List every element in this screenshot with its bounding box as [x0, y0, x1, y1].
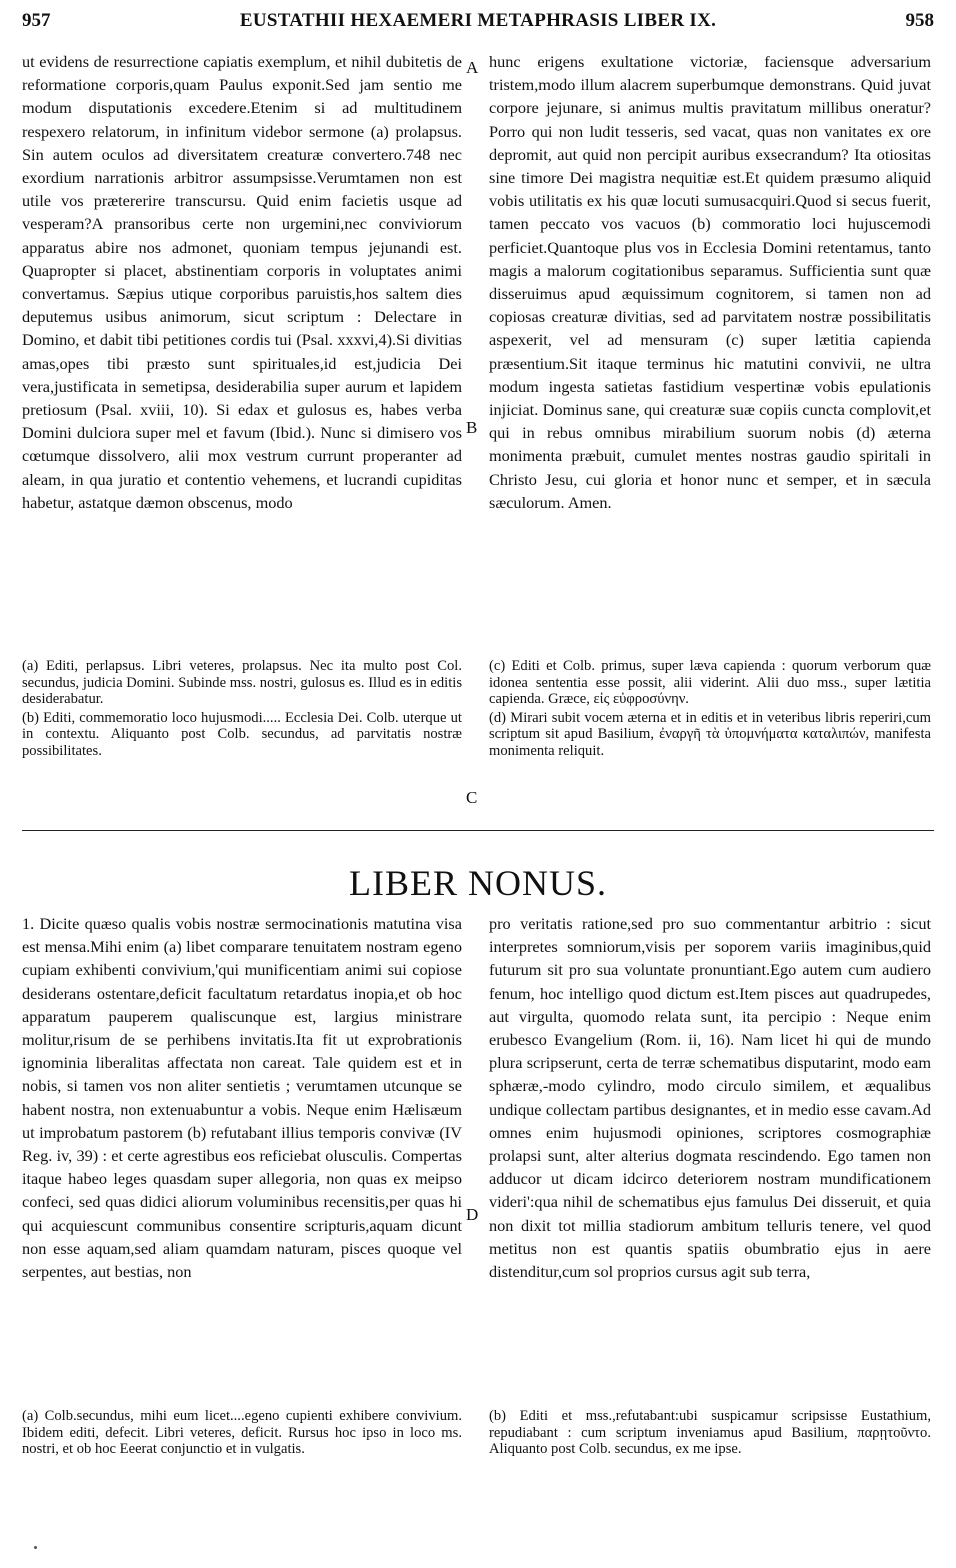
scan-speck — [34, 1546, 37, 1549]
margin-letter-b: B — [466, 418, 478, 437]
footnote: (a) Editi, perlapsus. Libri veteres, prolapsus. Nec ita multo post Col. secundus, judicia Domini. Subinde mss. nostri, gulosus es. Illud es in editis desiderabatur. — [22, 658, 462, 708]
top-right-column — [489, 50, 931, 514]
running-title: EUSTATHII HEXAEMERI METAPHRASIS LIBER IX. — [239, 10, 717, 31]
footnote: (a) Colb.secundus, mihi eum licet....egeno cupienti exhibere convivium. Ibidem editi, defecit. Libri veteres, deficit. Rursus hoc ipso in loco ms. nostri, et ob hoc Eeerat conjunctio et in vulgatis. — [22, 1408, 462, 1458]
body-text: pro veritatis ratione,sed pro suo commentantur arbitrio : sicut interpretes somniorum,visis per soporem variis imaginibus,quid futurum sit pro sua voluntate pronuntiant.Ego autem cum audiero fenum, hoc intelligo quod dictum est.Item pisces aut quadrupedes, aut virgulta, quomodo relata sunt, ita percipio : Neque enim erubesco Evangelium (Rom. ii, 16). Nam licet hi qui de mundo plura scripserunt, certa de terræ schematibus disputarint, modo eam sphæræ,-modo cylindro, modo circulo similem, et æqualibus undique collectam partibus designantes, et in medio esse cavam.Ad omnes enim hujusmodi opiniones, scriptores cosmographiæ prolapsi sunt, alter alterius dogmata rescindendo. Ego tamen non adducor ut dicam idcirco deteriorem nostram mundificationem videri':qua nihil de schematibus ejus famulus Dei disseruit, et quia non dixit tot millia stadiorum ambitum telluris tenere, vel quod metitus non est quantis spatiis obumbratio ejus in aere distenditur,cum sol proprios cursus agit sub terra, — [489, 914, 931, 1282]
page-number-left: 957 — [22, 10, 51, 31]
bottom-left-column — [22, 912, 462, 1283]
margin-letter-c: C — [466, 788, 478, 807]
footnote: (b) Editi, commemoratio loco hujusmodi..... Ecclesia Dei. Colb. uterque ut in contextu. Aliquanto post Colb. secundus, ad parvitatis nostræ possibilitates. — [22, 709, 462, 759]
bottom-right-column — [489, 912, 931, 1283]
margin-letter-a: A — [466, 58, 479, 77]
running-header — [22, 10, 934, 40]
body-text: ut evidens de resurrectione capiatis exemplum, et nihil dubitetis de reformatione corporis,quam Paulus exponit.Sed jam sentio me modum disputationis excedere.Etenim si ad multitudinem respexero relatorum, in infinitum videbor sermone (a) prolapsus. Sin autem oculos ad diversitatem creaturæ convertero.748 nec exordium narrationis arbitror assumpsisse.Verumtamen non est utile vos prætererire transcursu. Quid enim facietis usque ad vesperam?A pransoribus certe non urgemini,nec conviviorum apparatus abire nos admonet, quoniam tempus jejunandi est. Quapropter si placet, abstinentiam corporis in voluptates animi convertamus. Sæpius utique corporibus paruistis,hos saltem dies deputemus usibus animorum, sicut scriptum : Delectare in Domino, et dabit tibi petitiones cordis tui (Psal. xxxvi,4).Si divitias amas,opes tibi præsto sunt spirituales,id est,judicia Dei vera,justificata in semetipsa, desiderabilia super aurum et lapidem pretiosum (Psal. xviii, 10). Si edax et gulosus es, habes verba Domini dulciora super mel et favum (Ibid.). Nunc si dimisero vos cœtumque dissolvero, alii mox vestrum currunt properanter ad aleam, in qua juratio et contentio vehemens, et lucrandi cupiditas habetur, astatque dæmon obscenus, modo — [22, 52, 462, 512]
top-left-column — [22, 50, 462, 514]
body-text: hunc erigens exultatione victoriæ, faciensque adversarium tristem,modo illum alacrem superbumque demonstrans. Quid juvat corpore jejunare, si animus multis pravitatum millibus oneratur?Porro qui non ludit tesseris, sed vacat, quas non vanitates ex ore depromit, aut quid non percipit auribus exsecrandum? Ita otiositas sine timore Dei magistra nequitiæ est.Et quidem præsumo aliquid vobis utilitatis ex his quæ locuti sumusacquiri.Quod si secus fuerit, tamen peccato vos vacuos (b) commoratio loci hujuscemodi perficiet.Quantoque plus vos in Ecclesia Domini retentamus, tanto magis a malorum cogitationibus separamus. Sufficientia sunt quæ disseruimus apud æquissimum cognitorem, si tamen non ad copiosas creaturæ divitias, sed ad parvitatem nostræ possibilitatis aspexerit, vel ad mensuram (c) super lætitia capienda præsentium.Sit itaque terminus hic matutini convivii, ne ultra modum ingesta satietas fastidium vespertinæ vobis epulationis injiciat. Dominus sane, qui creaturæ suæ copiis cuncta complovit,et qui in rebus omnibus mirabilium suorum nobis (d) æterna monimenta præbuit, cumulet mentes nostras gaudio spiritali in Christo Jesu, cui gloria et honor nunc et semper, et in sæcula sæculorum. Amen. — [489, 52, 931, 512]
footnotes-bottom-right — [489, 1408, 931, 1460]
section-divider — [22, 830, 934, 831]
footnotes-top-left — [22, 658, 462, 762]
footnote: (d) Mirari subit vocem æterna et in editis et in veteribus libris reperiri,cum scriptum sit apud Basilium, ἐναργῆ τὰ ὑπομνήματα καταλιπών, manifesta monimenta reliquit. — [489, 709, 931, 759]
page-number-right: 958 — [905, 10, 934, 31]
footnote: (b) Editi et mss.,refutabant:ubi suspicamur scripsisse Eustathium, repudiabant : cum scriptum inveniamus apud Basilium, παρῃτοῦντο. Aliquanto post Colb. secundus, ex me ipse. — [489, 1408, 931, 1458]
footnote: (c) Editi et Colb. primus, super læva capienda : quorum verborum quæ idonea sententia esse possit, alii viderint. Alii duo mss., super lætitia capienda. Græce, εἰς εὐφροσύνην. — [489, 658, 931, 708]
footnotes-top-right — [489, 658, 931, 762]
footnotes-bottom-left — [22, 1408, 462, 1460]
margin-letter-d: D — [466, 1205, 479, 1224]
book-title: LIBER NONUS. — [348, 863, 607, 903]
body-text: 1. Dicite quæso qualis vobis nostræ sermocinationis matutina visa est mensa.Mihi enim (a) libet comparare tenuitatem nostram egeno cupiam exhibenti convivium,'qui munificentiam animi sui copiose desiderans ostentare,deficit facultatum retardatus inopia,et ob hoc apparatum pauperem qualiscunque est, largius ministrare molitur,risum de se perhibens invitatis.Ita fit ut exprobrationis ignominia liberalitas affectata non careat. Tale quidem est et in nobis, si tamen vos non aliter sentietis ; verumtamen utcunque se habent nostra, non extenuabuntur a vobis. Neque enim Hælisæum ut improbatum pastorem (b) refutabant illius temporis convivæ (IV Reg. iv, 39) : et certe agrestibus eos reficiebat olusculis. Compertas itaque habeo leges quasdam super allegoria, non quas ex meipso confeci, sed quas didici aliorum voluminibus recensitis,per quas hi qui acquiescunt communibus consentire scripturis,aquam dicunt non esse aquam,sed aliam quamdam naturam, pisces quoque vel serpentes, aut bestias, non — [22, 914, 462, 1282]
